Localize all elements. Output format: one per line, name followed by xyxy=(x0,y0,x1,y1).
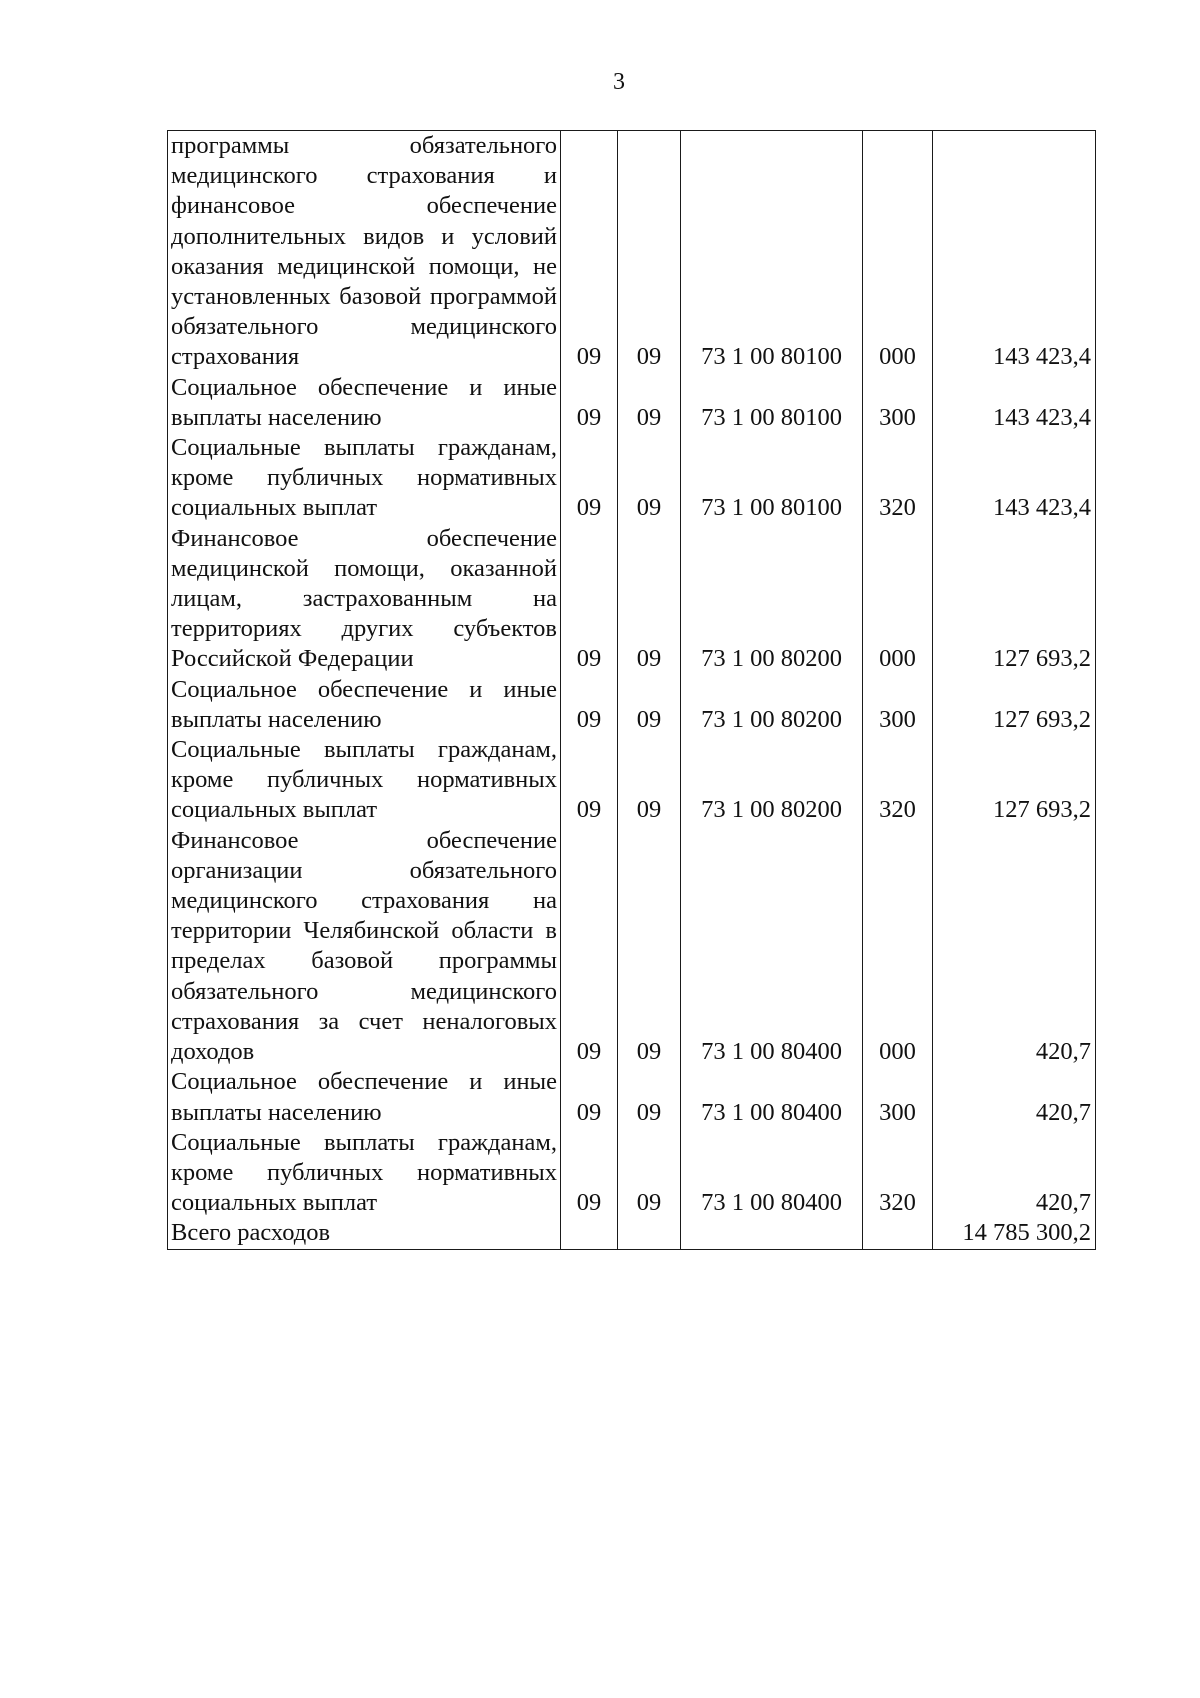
target-article-code-empty xyxy=(681,1218,863,1249)
total-label: Всего расходов xyxy=(168,1218,561,1249)
target-article-code: 73 1 00 80200 xyxy=(681,524,863,675)
section-code-empty xyxy=(561,1218,618,1249)
amount: 420,7 xyxy=(933,1128,1096,1219)
expense-name: Социальные выплаты гражданам, кроме публичных нормативных социальных выплат xyxy=(168,735,561,826)
target-article-code: 73 1 00 80100 xyxy=(681,131,863,373)
amount: 127 693,2 xyxy=(933,524,1096,675)
subsection-code: 09 xyxy=(618,735,681,826)
table-row xyxy=(168,675,1096,735)
subsection-code-empty xyxy=(618,1218,681,1249)
expense-type-code: 000 xyxy=(863,524,933,675)
expense-name: Финансовое обеспечение организации обязательного медицинского страхования на территории Челябинской области в пределах базовой программы обязательного медицинского страхования за счет неналоговых доходов xyxy=(168,826,561,1068)
subsection-code: 09 xyxy=(618,524,681,675)
target-article-code: 73 1 00 80100 xyxy=(681,433,863,524)
amount: 127 693,2 xyxy=(933,735,1096,826)
amount: 127 693,2 xyxy=(933,675,1096,735)
table-row xyxy=(168,735,1096,826)
section-code: 09 xyxy=(561,373,618,433)
target-article-code: 73 1 00 80400 xyxy=(681,826,863,1068)
table-row xyxy=(168,131,1096,373)
section-code: 09 xyxy=(561,524,618,675)
expense-type-code: 300 xyxy=(863,373,933,433)
expense-type-code: 000 xyxy=(863,131,933,373)
expense-type-code: 000 xyxy=(863,826,933,1068)
expense-name: программы обязательного медицинского страхования и финансовое обеспечение дополнительных видов и условий оказания медицинской помощи, не установленных базовой программой обязательного медицинского страхования xyxy=(168,131,561,373)
total-row xyxy=(168,1218,1096,1249)
target-article-code: 73 1 00 80200 xyxy=(681,735,863,826)
target-article-code: 73 1 00 80200 xyxy=(681,675,863,735)
subsection-code: 09 xyxy=(618,433,681,524)
amount: 420,7 xyxy=(933,826,1096,1068)
section-code: 09 xyxy=(561,433,618,524)
section-code: 09 xyxy=(561,675,618,735)
table-row xyxy=(168,433,1096,524)
page-number: 3 xyxy=(613,69,625,95)
table-row xyxy=(168,373,1096,433)
table-row xyxy=(168,524,1096,675)
expense-name: Социальные выплаты гражданам, кроме публичных нормативных социальных выплат xyxy=(168,1128,561,1219)
expense-name: Социальное обеспечение и иные выплаты населению xyxy=(168,373,561,433)
expenditure-table xyxy=(167,130,1096,1250)
section-code: 09 xyxy=(561,735,618,826)
subsection-code: 09 xyxy=(618,826,681,1068)
section-code: 09 xyxy=(561,131,618,373)
expense-type-code: 300 xyxy=(863,675,933,735)
expense-name: Социальное обеспечение и иные выплаты населению xyxy=(168,675,561,735)
expense-type-code: 320 xyxy=(863,433,933,524)
section-code: 09 xyxy=(561,1067,618,1127)
target-article-code: 73 1 00 80400 xyxy=(681,1128,863,1219)
expense-name: Финансовое обеспечение медицинской помощи, оказанной лицам, застрахованным на территориях других субъектов Российской Федерации xyxy=(168,524,561,675)
amount: 143 423,4 xyxy=(933,373,1096,433)
table-row xyxy=(168,1128,1096,1219)
subsection-code: 09 xyxy=(618,1128,681,1219)
expenditure-table-body xyxy=(168,131,1096,1250)
expense-type-code: 300 xyxy=(863,1067,933,1127)
subsection-code: 09 xyxy=(618,373,681,433)
target-article-code: 73 1 00 80400 xyxy=(681,1067,863,1127)
expense-type-code: 320 xyxy=(863,735,933,826)
amount: 420,7 xyxy=(933,1067,1096,1127)
section-code: 09 xyxy=(561,826,618,1068)
subsection-code: 09 xyxy=(618,131,681,373)
expense-type-code-empty xyxy=(863,1218,933,1249)
subsection-code: 09 xyxy=(618,675,681,735)
table-row xyxy=(168,1067,1096,1127)
expense-type-code: 320 xyxy=(863,1128,933,1219)
expense-name: Социальные выплаты гражданам, кроме публичных нормативных социальных выплат xyxy=(168,433,561,524)
total-amount: 14 785 300,2 xyxy=(933,1218,1096,1249)
section-code: 09 xyxy=(561,1128,618,1219)
amount: 143 423,4 xyxy=(933,433,1096,524)
amount: 143 423,4 xyxy=(933,131,1096,373)
target-article-code: 73 1 00 80100 xyxy=(681,373,863,433)
subsection-code: 09 xyxy=(618,1067,681,1127)
expense-name: Социальное обеспечение и иные выплаты населению xyxy=(168,1067,561,1127)
table-row xyxy=(168,826,1096,1068)
